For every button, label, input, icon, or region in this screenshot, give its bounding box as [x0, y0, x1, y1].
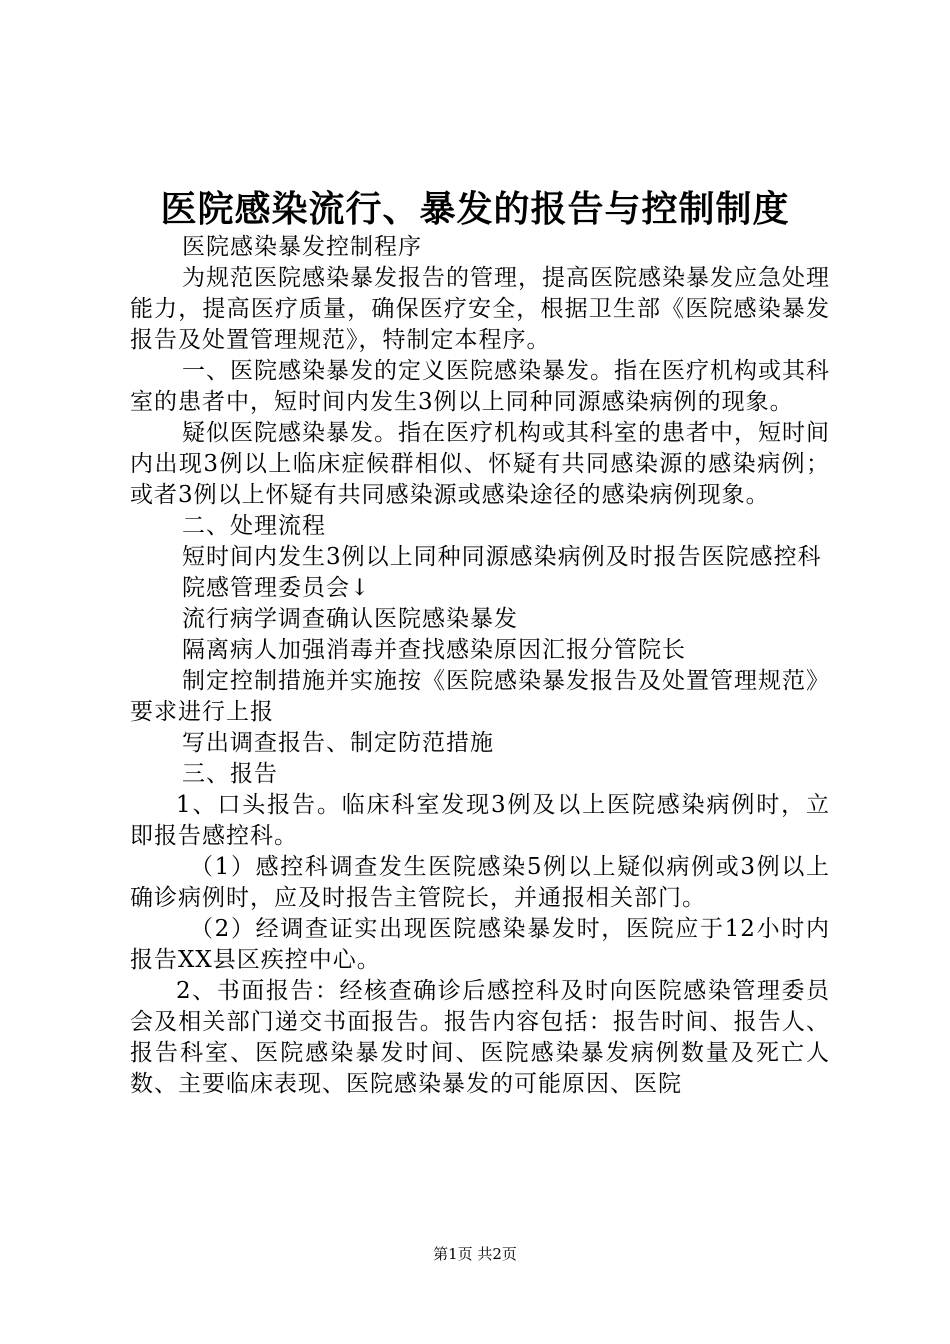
paragraph: 一、医院感染暴发的定义医院感染暴发。指在医疗机构或其科室的患者中，短时间内发生3例以上同种同源感染病例的现象。 — [130, 358, 830, 415]
paragraph: 制定控制措施并实施按《医院感染暴发报告及处置管理规范》要求进行上报 — [130, 668, 830, 725]
paragraph: 二、处理流程 — [182, 513, 326, 539]
paragraph: 1、口头报告。临床科室发现3例及以上医院感染病例时，立即报告感控科。 — [130, 792, 830, 849]
paragraph: 医院感染暴发控制程序 — [182, 234, 422, 260]
paragraph: （2）经调查证实出现医院感染暴发时，医院应于12小时内报告XX县区疾控中心。 — [130, 916, 830, 973]
paragraph: 隔离病人加强消毒并查找感染原因汇报分管院长 — [182, 637, 686, 663]
paragraph: 2、书面报告：经核查确诊后感控科及时向医院感染管理委员会及相关部门递交书面报告。报告内容包括：报告时间、报告人、报告科室、医院感染暴发时间、医院感染暴发病例数量及死亡人数、主要临床表现、医院感染暴发的可能原因、医院 — [130, 978, 830, 1097]
paragraph: 院感管理委员会↓ — [182, 575, 371, 601]
paragraph: 三、报告 — [182, 761, 278, 787]
paragraph: （1）感控科调查发生医院感染5例以上疑似病例或3例以上确诊病例时，应及时报告主管院长，并通报相关部门。 — [130, 854, 830, 911]
page-title: 医院感染流行、暴发的报告与控制制度 — [160, 189, 790, 230]
paragraph: 写出调查报告、制定防范措施 — [182, 730, 494, 756]
paragraph: 为规范医院感染暴发报告的管理，提高医院感染暴发应急处理能力，提高医疗质量，确保医疗安全，根据卫生部《医院感染暴发报告及处置管理规范》，特制定本程序。 — [130, 265, 830, 353]
paragraph: 疑似医院感染暴发。指在医疗机构或其科室的患者中，短时间内出现3例以上临床症候群相似、怀疑有共同感染源的感染病例；或者3例以上怀疑有共同感染源或感染途径的感染病例现象。 — [130, 420, 830, 508]
paragraph: 流行病学调查确认医院感染暴发 — [182, 606, 518, 632]
page-footer: 第1页 共2页 — [433, 1245, 517, 1263]
document-body — [130, 232, 830, 1100]
paragraph: 短时间内发生3例以上同种同源感染病例及时报告医院感控科 — [182, 544, 822, 570]
